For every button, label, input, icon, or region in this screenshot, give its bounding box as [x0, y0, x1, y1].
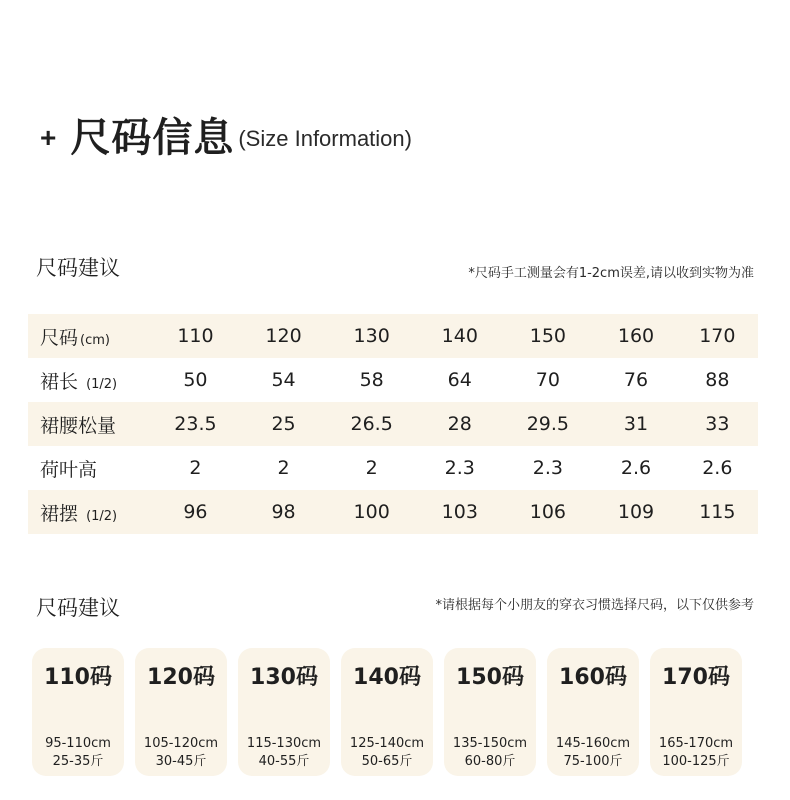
card-weight: 75-100斤 [563, 754, 623, 769]
page-title: 尺码信息 [70, 114, 235, 161]
table-cell: 2.3 [444, 457, 475, 479]
table-cell: 100 [324, 490, 419, 534]
size-table [28, 314, 758, 534]
card-weight: 60-80斤 [464, 754, 516, 769]
card-height: 165-170cm [658, 736, 734, 751]
size-chart-heading: 尺码建议 [36, 256, 120, 280]
table-cell: 64 [447, 369, 472, 391]
size-card [444, 648, 536, 776]
row-label: 荷叶高 [40, 458, 98, 481]
table-row [28, 402, 758, 446]
card-size: 110码 [44, 665, 112, 690]
table-cell: 98 [243, 490, 324, 534]
table-cell: 31 [595, 402, 676, 446]
table-cell: 115 [677, 490, 758, 534]
card-size: 150码 [456, 665, 524, 690]
reference-note: *请根据每个小朋友的穿衣习惯选择尺码，以下仅供参考 [435, 598, 754, 613]
page-header [40, 104, 412, 164]
card-size: 120码 [147, 665, 215, 690]
card-size: 160码 [559, 665, 627, 690]
size-card [341, 648, 433, 776]
table-cell: 28 [419, 402, 500, 446]
table-cell: 170 [677, 314, 758, 358]
table-cell: 2.6 [702, 457, 733, 479]
plus-icon: + [40, 122, 57, 153]
card-height: 115-130cm [246, 736, 322, 751]
size-card [135, 648, 227, 776]
table-cell: 58 [359, 369, 384, 391]
table-cell: 2.6 [620, 457, 652, 479]
table-cell: 2 [277, 457, 290, 479]
table-cell: 120 [243, 314, 324, 358]
card-height: 95-110cm [45, 736, 111, 751]
card-size: 130码 [250, 665, 318, 690]
table-cell: 2 [189, 457, 202, 479]
size-card [238, 648, 330, 776]
row-label: 裙摆 (1/2) [28, 490, 148, 534]
table-cell: 130 [324, 314, 419, 358]
card-weight: 30-45斤 [155, 754, 207, 769]
table-cell: 33 [677, 402, 758, 446]
table-cell: 76 [623, 369, 649, 391]
row-label: 裙长 (1/2) [40, 370, 118, 393]
card-height: 125-140cm [349, 736, 425, 751]
card-weight: 40-55斤 [258, 754, 310, 769]
table-cell: 29.5 [500, 402, 595, 446]
size-card [547, 648, 639, 776]
row-label: 尺码 (cm) [28, 314, 148, 358]
table-cell: 110 [148, 314, 243, 358]
size-card [32, 648, 124, 776]
size-card-list [32, 648, 742, 776]
table-cell: 160 [595, 314, 676, 358]
table-cell: 140 [419, 314, 500, 358]
measurement-note: *尺码手工测量会有1-2cm误差,请以收到实物为准 [468, 266, 754, 281]
card-weight: 25-35斤 [52, 754, 104, 769]
table-cell: 25 [243, 402, 324, 446]
card-height: 135-150cm [452, 736, 528, 751]
row-label: 裙腰松量 [28, 402, 148, 446]
card-size: 170码 [662, 665, 730, 690]
table-cell: 150 [500, 314, 595, 358]
table-cell: 54 [271, 369, 296, 391]
size-card [650, 648, 742, 776]
table-cell: 88 [705, 369, 730, 391]
table-cell: 106 [500, 490, 595, 534]
table-cell: 23.5 [148, 402, 243, 446]
table-cell: 109 [595, 490, 676, 534]
card-height: 105-120cm [143, 736, 219, 751]
table-cell: 2.3 [532, 457, 563, 479]
table-cell: 26.5 [324, 402, 419, 446]
table-row [28, 490, 758, 534]
table-cell: 50 [183, 369, 208, 391]
table-cell: 2 [365, 457, 378, 479]
card-height: 145-160cm [555, 736, 631, 751]
table-cell: 70 [535, 369, 560, 391]
size-advice-heading: 尺码建议 [36, 596, 120, 620]
table-row [28, 314, 758, 358]
table-row [28, 446, 758, 490]
table-cell: 96 [148, 490, 243, 534]
card-size: 140码 [353, 665, 421, 690]
table-cell: 103 [419, 490, 500, 534]
card-weight: 50-65斤 [361, 754, 413, 769]
table-row [28, 358, 758, 402]
page-subtitle: (Size Information) [238, 126, 412, 151]
card-weight: 100-125斤 [662, 754, 730, 769]
